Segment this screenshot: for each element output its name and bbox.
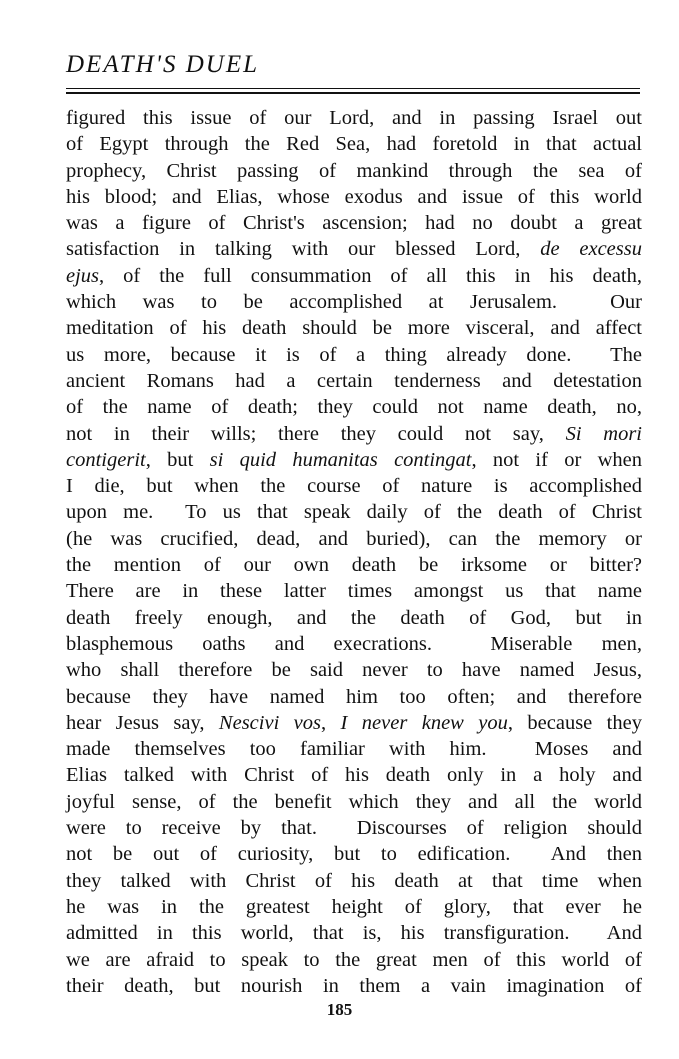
text-segment: joyful sense, of the benefit which they and all the world (66, 790, 642, 813)
text-line (66, 447, 642, 473)
text-segment: was a figure of Christ's ascension; had no doubt a great (66, 212, 642, 235)
text-segment: made themselves too familiar with him. Moses and (66, 738, 642, 761)
text-segment: of the name of death; they could not name death, no, (66, 396, 642, 419)
text-line (66, 894, 642, 920)
text-line (66, 657, 642, 683)
text-segment: who shall therefore be said never to have named Jesus, (66, 659, 642, 682)
text-line (66, 131, 642, 157)
text-segment: death freely enough, and the death of God, but in (66, 606, 642, 629)
text-segment: satisfaction in talking with our blessed Lord, (66, 238, 541, 261)
text-segment: , but (145, 448, 210, 471)
text-segment: because they have named him too often; and therefore (66, 685, 642, 708)
italic-phrase: ejus (66, 264, 100, 287)
italic-phrase: de excessu (540, 238, 642, 261)
italic-phrase: Si mori (565, 422, 642, 445)
text-line (66, 947, 642, 973)
italic-phrase: contigerit (66, 448, 146, 471)
body-text (66, 105, 642, 999)
text-line (66, 526, 642, 552)
text-line (66, 263, 642, 289)
text-segment: their death, but nourish in them a vain imagination of (66, 974, 642, 997)
text-line (66, 736, 642, 762)
text-segment: prophecy, Christ passing of mankind through the sea of (66, 159, 642, 182)
text-segment: , (321, 711, 341, 734)
text-segment: , of the full consummation of all this in his death, (99, 264, 642, 287)
italic-phrase: I never knew you (340, 711, 508, 734)
text-segment: hear Jesus say, (66, 711, 219, 734)
italic-phrase: Nescivi vos (218, 711, 321, 734)
text-segment: the mention of our own death be irksome or bitter? (66, 554, 642, 577)
text-segment: , not if or when (471, 448, 642, 471)
text-line (66, 394, 642, 420)
text-line (66, 158, 642, 184)
text-segment: they talked with Christ of his death at that time when (66, 869, 642, 892)
text-line (66, 552, 642, 578)
text-segment: he was in the greatest height of glory, that ever he (66, 895, 642, 918)
text-line (66, 815, 642, 841)
text-line (66, 184, 642, 210)
text-line (66, 973, 642, 999)
running-head: DEATH'S DUEL (66, 51, 260, 78)
text-segment: we are afraid to speak to the great men of this world of (66, 948, 642, 971)
text-line (66, 710, 642, 736)
text-segment: meditation of his death should be more visceral, and affect (66, 317, 642, 340)
text-segment: ancient Romans had a certain tenderness and detestation (66, 369, 642, 392)
text-line (66, 289, 642, 315)
text-line (66, 421, 642, 447)
text-segment: figured this issue of our Lord, and in passing Israel out (66, 107, 642, 129)
text-segment: There are in these latter times amongst us that name (66, 580, 642, 603)
text-segment: us more, because it is of a thing already done. The (66, 343, 642, 366)
text-segment: Elias talked with Christ of his death only in a holy and (66, 764, 642, 787)
text-line (66, 762, 642, 788)
text-line (66, 605, 642, 631)
header-rule-thin (66, 88, 640, 89)
text-segment: of Egypt through the Red Sea, had foretold in that actual (66, 133, 642, 156)
text-line (66, 499, 642, 525)
text-line (66, 342, 642, 368)
text-line (66, 236, 642, 262)
header-rule-thick (66, 92, 640, 94)
text-line (66, 578, 642, 604)
text-line (66, 473, 642, 499)
text-line (66, 105, 642, 131)
text-segment: admitted in this world, that is, his transfiguration. And (66, 922, 642, 945)
page-number: 185 (326, 1000, 353, 1019)
text-line (66, 210, 642, 236)
text-segment: blasphemous oaths and execrations. Miserable men, (66, 632, 642, 655)
text-line (66, 315, 642, 341)
text-segment: were to receive by that. Discourses of religion should (66, 817, 642, 840)
text-segment: I die, but when the course of nature is accomplished (66, 475, 642, 498)
text-segment: which was to be accomplished at Jerusalem. Our (66, 291, 642, 314)
text-segment: not in their wills; there they could not say, (66, 422, 566, 445)
text-line (66, 841, 642, 867)
text-line (66, 368, 642, 394)
text-segment: (he was crucified, dead, and buried), can the memory or (66, 527, 642, 550)
text-line (66, 789, 642, 815)
text-line (66, 631, 642, 657)
text-segment: , because they (507, 711, 642, 734)
italic-phrase: si quid humanitas contingat (209, 448, 472, 471)
text-segment: upon me. To us that speak daily of the death of Christ (66, 501, 642, 524)
text-line (66, 684, 642, 710)
text-line (66, 920, 642, 946)
text-segment: his blood; and Elias, whose exodus and issue of this world (66, 185, 642, 208)
text-segment: not be out of curiosity, but to edification. And then (66, 843, 642, 866)
text-line (66, 868, 642, 894)
